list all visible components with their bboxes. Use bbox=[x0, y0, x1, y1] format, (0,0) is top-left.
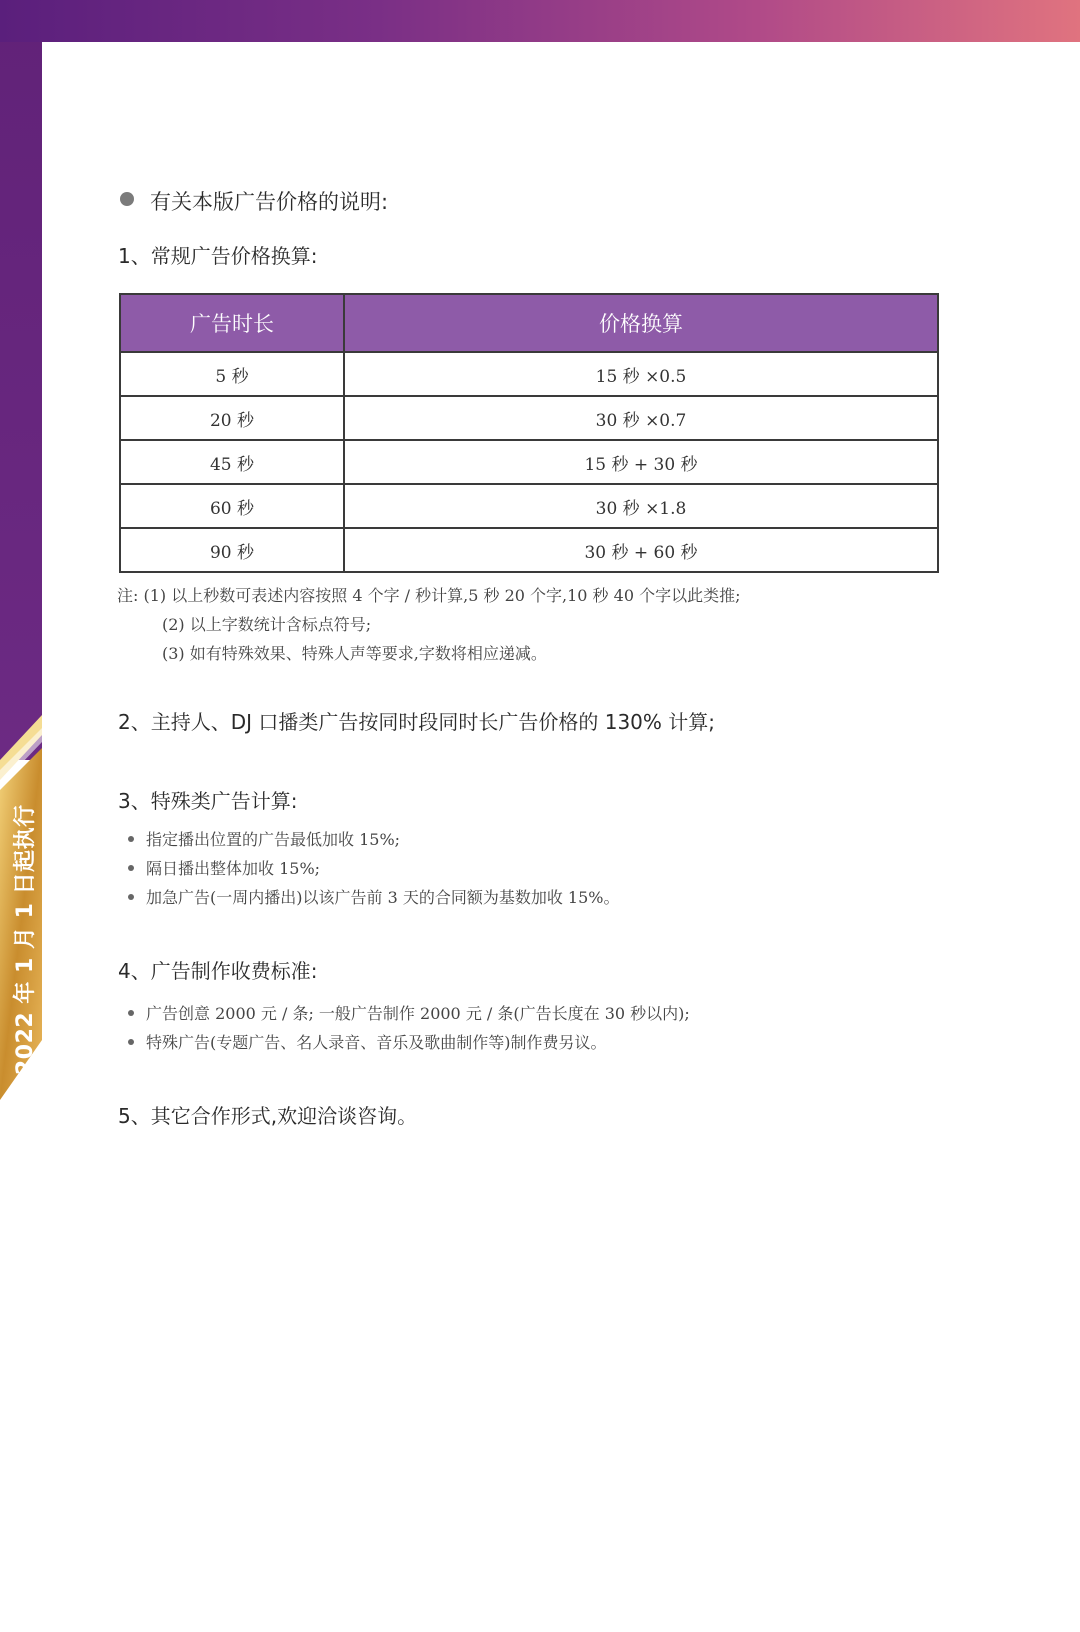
list-item-text: 隔日播出整体加收 15%; bbox=[146, 859, 321, 878]
list-item bbox=[128, 827, 400, 850]
note-2: (2) 以上字数统计含标点符号; bbox=[162, 615, 372, 634]
table-header-row bbox=[120, 294, 938, 352]
heading-bullet-icon bbox=[120, 192, 134, 206]
list-item-text: 广告创意 2000 元 / 条; 一般广告制作 2000 元 / 条(广告长度在 30 秒以内); bbox=[146, 1004, 690, 1023]
duration-cell: 5 秒 bbox=[120, 352, 344, 396]
section4-title: 4、广告制作收费标准: bbox=[118, 959, 318, 983]
section2-title: 2、主持人、DJ 口播类广告按同时段同时长广告价格的 130% 计算; bbox=[118, 710, 716, 734]
conversion-cell: 30 秒 ×1.8 bbox=[344, 484, 938, 528]
conversion-cell: 30 秒 + 60 秒 bbox=[344, 528, 938, 572]
header-duration: 广告时长 bbox=[120, 294, 344, 352]
list-item-text: 加急广告(一周内播出)以该广告前 3 天的合同额为基数加收 15%。 bbox=[146, 888, 620, 907]
duration-cell: 20 秒 bbox=[120, 396, 344, 440]
table-row bbox=[120, 440, 938, 484]
duration-cell: 90 秒 bbox=[120, 528, 344, 572]
list-item bbox=[128, 856, 320, 879]
bullet-icon bbox=[128, 1010, 134, 1016]
conversion-cell: 30 秒 ×0.7 bbox=[344, 396, 938, 440]
list-item bbox=[128, 885, 620, 908]
bullet-icon bbox=[128, 894, 134, 900]
table-row bbox=[120, 484, 938, 528]
side-label: 2022 年 1 月 1 日起执行 bbox=[13, 804, 38, 1075]
header-conversion: 价格换算 bbox=[344, 294, 938, 352]
conversion-cell: 15 秒 + 30 秒 bbox=[344, 440, 938, 484]
table-row bbox=[120, 528, 938, 572]
list-item-text: 指定播出位置的广告最低加收 15%; bbox=[146, 830, 401, 849]
price-table bbox=[119, 293, 939, 573]
section5-title: 5、其它合作形式,欢迎洽谈咨询。 bbox=[118, 1104, 418, 1128]
section1-title: 1、常规广告价格换算: bbox=[118, 244, 318, 268]
table-row bbox=[120, 352, 938, 396]
list-item-text: 特殊广告(专题广告、名人录音、音乐及歌曲制作等)制作费另议。 bbox=[146, 1033, 607, 1052]
conversion-cell: 15 秒 ×0.5 bbox=[344, 352, 938, 396]
bullet-icon bbox=[128, 865, 134, 871]
duration-cell: 45 秒 bbox=[120, 440, 344, 484]
note-1: 注: (1) 以上秒数可表述内容按照 4 个字 / 秒计算,5 秒 20 个字,10 秒 40 个字以此类推; bbox=[117, 586, 741, 605]
bullet-icon bbox=[128, 1039, 134, 1045]
page-heading: 有关本版广告价格的说明: bbox=[150, 190, 389, 214]
list-item bbox=[128, 1001, 690, 1024]
bullet-icon bbox=[128, 836, 134, 842]
note-3: (3) 如有特殊效果、特殊人声等要求,字数将相应递减。 bbox=[162, 644, 547, 663]
table-row bbox=[120, 396, 938, 440]
duration-cell: 60 秒 bbox=[120, 484, 344, 528]
list-item bbox=[128, 1030, 607, 1053]
section3-title: 3、特殊类广告计算: bbox=[118, 789, 298, 813]
